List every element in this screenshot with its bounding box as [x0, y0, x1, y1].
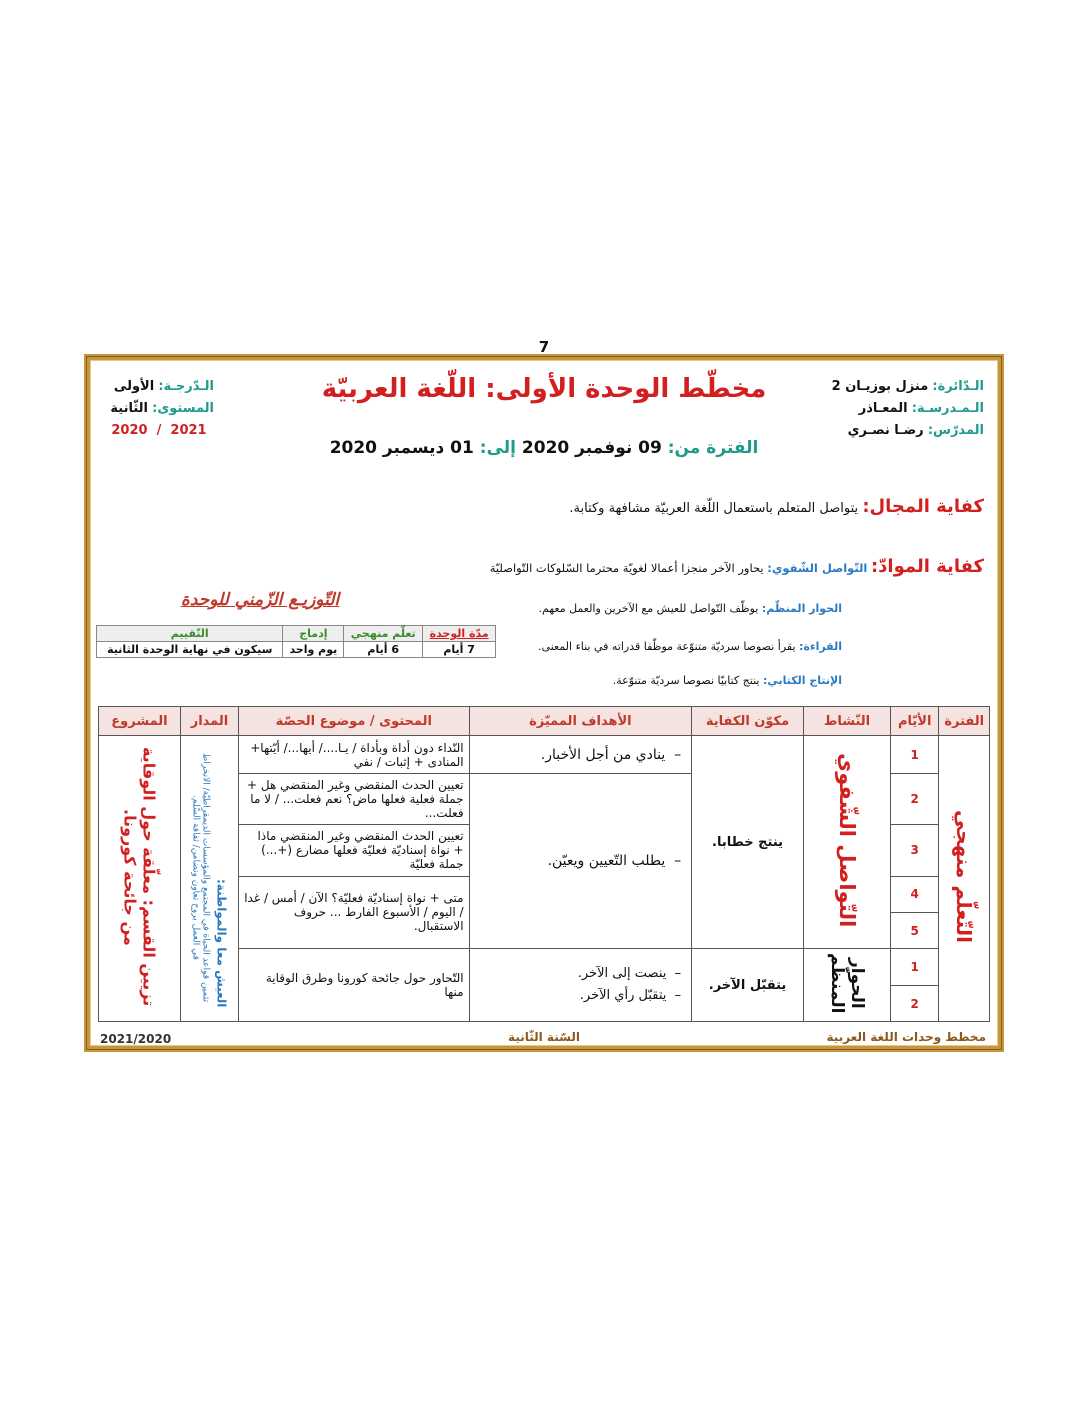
dist-header: التّقييم: [97, 626, 283, 642]
distribution-table: [96, 625, 496, 658]
dist-value: سيكون في نهاية الوحدة الثانية: [97, 642, 283, 658]
col-header: الأيّام: [891, 707, 939, 736]
level-row: المستوى: الثّانية: [110, 401, 214, 416]
content-cell: النّداء دون أداة وبأداة / يـا..../ أيها.../ أيّتها+ المنادى + إثبات / نفي: [239, 736, 470, 774]
goal-cell: – ينصت إلى الآخر. – يتقبّل رأي الآخر.: [469, 949, 692, 1022]
col-header: الفترة: [939, 707, 990, 736]
col-header: النّشاط: [803, 707, 890, 736]
project-cell: تزيين القسم: معلّقة حول الوقاية من جائحة كورونا.: [99, 736, 181, 1022]
header-right-info: [784, 376, 984, 442]
period-line: الفترة من: 09 نوفمبر 2020 إلى: 01 ديسمبر 2020: [329, 438, 759, 458]
content-cell: تعيين الحدث المنقضي وغير المنقضي هل + جملة فعلية فعلها ماض؟ نعم فعلت... / لا ما فعلت...: [239, 774, 470, 825]
footer-right: مخطط وحدات اللغة العربية: [826, 1030, 986, 1044]
day-cell: 4: [891, 876, 939, 913]
unit-plan-table: [98, 706, 990, 1022]
competence-field: كفاية المجال: يتواصل المتعلم باستعمال اللّغة العربيّة مشافهة وكتابة.: [569, 496, 984, 517]
dist-value: 6 أيام: [344, 642, 423, 658]
competence-component-2: يتقبّل الآخر.: [692, 949, 804, 1022]
domain-title: العيش معا والمواطنة:: [214, 878, 229, 1007]
page-title: مخطّط الوحدة الأولى: اللّغة العربيّة: [321, 374, 767, 404]
day-cell: 1: [891, 736, 939, 774]
dist-value: يوم واحد: [283, 642, 344, 658]
footer-left: 2021/2020: [100, 1032, 172, 1046]
component-reading: القراءة: يقرأ نصوصا سرديّة متنوّعة موظّفا قدراته في بناء المعنى.: [538, 640, 842, 653]
grade-row: الـدّرجـة: الأولى: [113, 379, 214, 394]
activity-dialogue: الحوار المنظّم: [803, 949, 890, 1022]
col-header: المدار: [180, 707, 238, 736]
domain-cell: [180, 736, 238, 1022]
component-dialogue: الحوار المنظّم: يوظّف التّواصل للعيش مع الآخرين والعمل معهم.: [538, 602, 842, 615]
day-cell: 5: [891, 913, 939, 949]
activity-oral: التّواصل الشّفوي: [803, 736, 890, 949]
period-cell: التّعلّم منهجي: [939, 736, 990, 1022]
district-row: الـدّائرة: منزل بوزيـان 2: [831, 379, 984, 394]
goal-cell: – يطلب التّعيين ويعيّن.: [469, 774, 692, 949]
component-writing: الإنتاج الكتابي: ينتج كتابيّا نصوصا سرديّة متنوّعة.: [612, 674, 842, 687]
teacher-row: المدرّس: رضـا نصـري: [847, 423, 984, 438]
school-years: 2021 / 2020: [111, 423, 207, 438]
page-number: 7: [538, 338, 550, 356]
day-cell: 2: [891, 774, 939, 825]
day-cell: 3: [891, 824, 939, 876]
distribution-title: التّوزيـع الزّمني للوحدة: [180, 590, 340, 610]
domain-text: تثمين قواعد الحياة في المجتمع والمؤسسات الديمقراطيّة/ الانخراط في العمل بروح تعاون وتضامن/ ثقافة السّلم.: [190, 752, 211, 1002]
competence-subject: كفاية الموادّ: التّواصل الشّفوي: يحاور الآخر منجزا أعمالا لغويّة محترما السّلوكات التّواصليّة: [489, 556, 984, 577]
school-row: الـمـدرسـة: المعـاذر: [858, 401, 984, 416]
dist-value: 7 أيام: [423, 642, 496, 658]
content-cell: التّحاور حول جائحة كورونا وطرق الوقاية منها: [239, 949, 470, 1022]
dist-header: تعلّم منهجي: [344, 626, 423, 642]
day-cell: 1: [891, 949, 939, 986]
content-cell: تعيين الحدث المنقضي وغير المنقضي ماذا + نواة إسناديّة فعليّة فعلها مضارع (+...) جملة فعليّة: [239, 824, 470, 876]
col-header: المحتوى / موضوع الحصّة: [239, 707, 470, 736]
day-cell: 2: [891, 986, 939, 1022]
col-header: الأهداف المميّزة: [469, 707, 692, 736]
dist-header: إدماج: [283, 626, 344, 642]
content-cell: متى + نواة إسناديّة فعليّة؟ الآن / أمس / غدا / اليوم / الأسبوع الفارط ... حروف الاستقبال.: [239, 876, 470, 949]
col-header: المشروع: [99, 707, 181, 736]
dist-header: مدّة الوحدة: [423, 626, 496, 642]
goal-cell: – ينادي من أجل الأخبار.: [469, 736, 692, 774]
col-header: مكوّن الكفاية: [692, 707, 804, 736]
footer-center: السّنة الثّانية: [508, 1030, 580, 1044]
competence-component-1: ينتج خطابا.: [692, 736, 804, 949]
header-left-info: [104, 376, 214, 442]
